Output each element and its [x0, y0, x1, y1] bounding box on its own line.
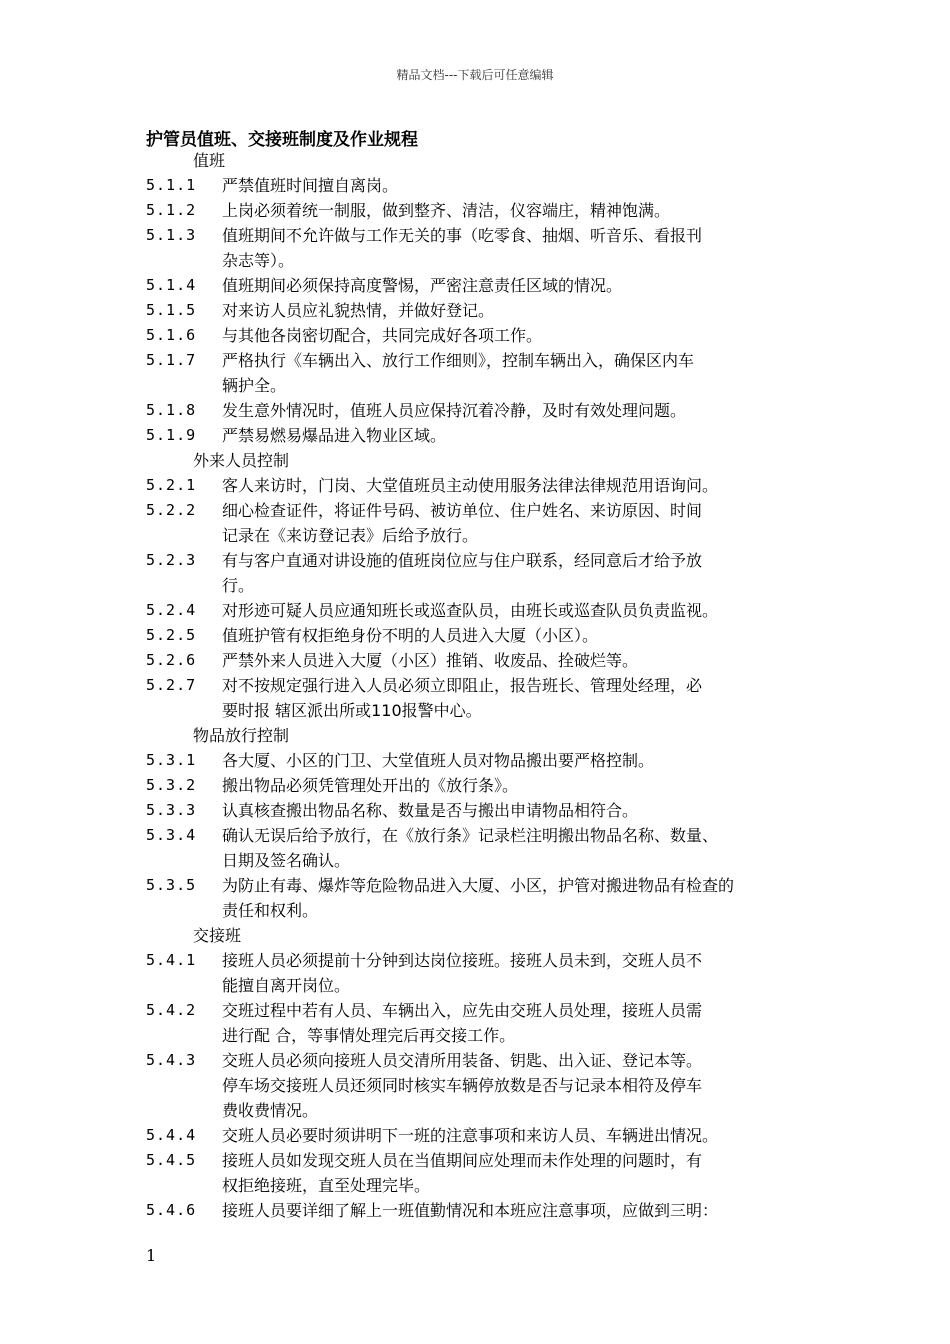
clause-text [146, 948, 816, 998]
clause-number: 5.3.3 [146, 801, 197, 819]
clause-line: 值班护管有权拒绝身份不明的人员进入大厦（小区）。 [222, 626, 599, 645]
clause-item [146, 1148, 816, 1198]
clause-text [146, 598, 816, 623]
clause-text [146, 398, 816, 423]
clause-item [146, 298, 816, 323]
clause-number: 5.1.8 [146, 401, 197, 419]
clause-item [146, 1048, 816, 1123]
clause-item [146, 673, 816, 723]
section-heading: 交接班 [193, 926, 242, 945]
clause-line: 对形迹可疑人员应通知班长或巡查队员，由班长或巡查队员负责监视。 [222, 601, 719, 620]
clause-line: 发生意外情况时，值班人员应保持沉着冷静，及时有效处理问题。 [222, 401, 687, 420]
section-heading: 外来人员控制 [193, 451, 290, 470]
clause-number: 5.2.1 [146, 476, 197, 494]
clause-text [146, 773, 816, 798]
clause-line: 辆护全。 [222, 376, 287, 395]
section-heading: 物品放行控制 [193, 726, 290, 745]
clause-text [146, 498, 816, 548]
clause-line: 杂志等）。 [222, 251, 295, 270]
clause-text [146, 823, 816, 873]
clause-item [146, 998, 816, 1048]
clause-item [146, 323, 816, 348]
clause-item [146, 798, 816, 823]
clause-number: 5.4.1 [146, 951, 197, 969]
clause-line: 客人来访时，门岗、大堂值班员主动使用服务法律法律规范用语询问。 [222, 476, 719, 495]
clause-item [146, 873, 816, 923]
clause-text [146, 1048, 816, 1123]
clause-number: 5.4.5 [146, 1151, 197, 1169]
clause-item [146, 598, 816, 623]
page-number: 1 [146, 1246, 157, 1265]
clause-line: 有与客户直通对讲设施的值班岗位应与住户联系，经同意后才给予放 [222, 551, 703, 570]
clause-text [146, 623, 816, 648]
clause-line: 权拒绝接班，直至处理完毕。 [222, 1176, 431, 1195]
clause-item [146, 773, 816, 798]
clause-text [146, 223, 816, 273]
clause-item [146, 1123, 816, 1148]
clause-number: 5.1.7 [146, 351, 197, 369]
clause-line: 能擅自离开岗位。 [222, 976, 351, 995]
clause-number: 5.3.5 [146, 876, 197, 894]
clause-text [146, 548, 816, 598]
clause-item [146, 498, 816, 548]
clause-line: 责任和权利。 [222, 901, 319, 920]
clause-number: 5.1.1 [146, 176, 197, 194]
clause-line: 对不按规定强行进入人员必须立即阻止，报告班长、管理处经理，必 [222, 676, 703, 695]
document-body [146, 148, 816, 1223]
clause-number: 5.1.3 [146, 226, 197, 244]
clause-item [146, 823, 816, 873]
clause-number: 5.3.2 [146, 776, 197, 794]
clause-line: 对来访人员应礼貌热情，并做好登记。 [222, 301, 495, 320]
clause-line: 搬出物品必须凭管理处开出的《放行条》。 [222, 776, 519, 795]
clause-text [146, 673, 816, 723]
clause-text [146, 1148, 816, 1198]
clause-number: 5.2.5 [146, 626, 197, 644]
clause-number: 5.3.1 [146, 751, 197, 769]
clause-line: 严禁外来人员进入大厦（小区）推销、收废品、拴破烂等。 [222, 651, 639, 670]
clause-number: 5.3.4 [146, 826, 197, 844]
clause-number: 5.1.4 [146, 276, 197, 294]
clause-item [146, 623, 816, 648]
clause-line: 记录在《来访登记表》后给予放行。 [222, 526, 479, 545]
clause-number: 5.2.4 [146, 601, 197, 619]
section-heading: 值班 [193, 151, 226, 170]
clause-line: 行。 [222, 576, 255, 595]
clause-text [146, 423, 816, 448]
clause-line: 费收费情况。 [222, 1101, 319, 1120]
clause-number: 5.2.7 [146, 676, 197, 694]
clause-item [146, 748, 816, 773]
clause-number: 5.1.9 [146, 426, 197, 444]
clause-number: 5.1.2 [146, 201, 197, 219]
clause-item [146, 198, 816, 223]
clause-number: 5.1.5 [146, 301, 197, 319]
clause-line: 严禁值班时间擅自离岗。 [222, 176, 399, 195]
clause-text [146, 473, 816, 498]
clause-text [146, 323, 816, 348]
clause-line: 认真核查搬出物品名称、数量是否与搬出申请物品相符合。 [222, 801, 639, 820]
clause-line: 严格执行《车辆出入、放行工作细则》，控制车辆出入，确保区内车 [222, 351, 695, 370]
clause-text [146, 198, 816, 223]
clause-item [146, 948, 816, 998]
clause-line: 值班期间不允许做与工作无关的事（吃零食、抽烟、听音乐、看报刊 [222, 226, 703, 245]
document-title: 护管员值班、交接班制度及作业规程 [146, 130, 418, 150]
clause-line: 日期及签名确认。 [222, 851, 351, 870]
clause-line: 各大厦、小区的门卫、大堂值班人员对物品搬出要严格控制。 [222, 751, 655, 770]
clause-text [146, 1198, 816, 1223]
clause-item [146, 423, 816, 448]
clause-item [146, 473, 816, 498]
clause-text [146, 348, 816, 398]
clause-text [146, 173, 816, 198]
clause-text [146, 748, 816, 773]
clause-line: 细心检查证件，将证件号码、被访单位、住户姓名、来访原因、时间 [222, 501, 703, 520]
clause-text [146, 298, 816, 323]
clause-line: 交班人员必要时须讲明下一班的注意事项和来访人员、车辆进出情况。 [222, 1126, 719, 1145]
clause-number: 5.4.4 [146, 1126, 197, 1144]
clause-line: 接班人员要详细了解上一班值勤情况和本班应注意事项，应做到三明： [222, 1201, 719, 1220]
clause-number: 5.4.3 [146, 1051, 197, 1069]
clause-text [146, 873, 816, 923]
clause-number: 5.2.6 [146, 651, 197, 669]
clause-line: 交班人员必须向接班人员交清所用装备、钥匙、出入证、登记本等。 [222, 1051, 703, 1070]
clause-line: 确认无误后给予放行，在《放行条》记录栏注明搬出物品名称、数量、 [222, 826, 719, 845]
clause-number: 5.2.3 [146, 551, 197, 569]
clause-number: 5.4.2 [146, 1001, 197, 1019]
clause-line: 严禁易燃易爆品进入物业区域。 [222, 426, 447, 445]
clause-number: 5.2.2 [146, 501, 197, 519]
clause-line: 交班过程中若有人员、车辆出入，应先由交班人员处理，接班人员需 [222, 1001, 703, 1020]
clause-text [146, 648, 816, 673]
clause-text [146, 798, 816, 823]
clause-line: 接班人员必须提前十分钟到达岗位接班。接班人员未到，交班人员不 [222, 951, 703, 970]
clause-item [146, 398, 816, 423]
clause-line: 停车场交接班人员还须同时核实车辆停放数是否与记录本相符及停车 [222, 1076, 703, 1095]
clause-item [146, 348, 816, 398]
clause-number: 5.4.6 [146, 1201, 197, 1219]
clause-item [146, 273, 816, 298]
clause-line: 上岗必须着统一制服，做到整齐、清洁，仪容端庄，精神饱满。 [222, 201, 671, 220]
clause-item [146, 223, 816, 273]
clause-line: 接班人员如发现交班人员在当值期间应处理而未作处理的问题时，有 [222, 1151, 703, 1170]
clause-line: 进行配 合，等事情处理完后再交接工作。 [222, 1026, 516, 1045]
clause-item [146, 173, 816, 198]
clause-text [146, 1123, 816, 1148]
clause-text [146, 273, 816, 298]
clause-text [146, 998, 816, 1048]
clause-line: 为防止有毒、爆炸等危险物品进入大厦、小区，护管对搬进物品有检查的 [222, 876, 735, 895]
page-header: 精品文档---下载后可任意编辑 [396, 68, 554, 82]
clause-item [146, 1198, 816, 1223]
clause-line: 值班期间必须保持高度警惕，严密注意责任区域的情况。 [222, 276, 623, 295]
clause-item [146, 548, 816, 598]
clause-item [146, 648, 816, 673]
clause-line: 要时报 辖区派出所或110报警中心。 [222, 701, 482, 720]
clause-number: 5.1.6 [146, 326, 197, 344]
clause-line: 与其他各岗密切配合，共同完成好各项工作。 [222, 326, 543, 345]
